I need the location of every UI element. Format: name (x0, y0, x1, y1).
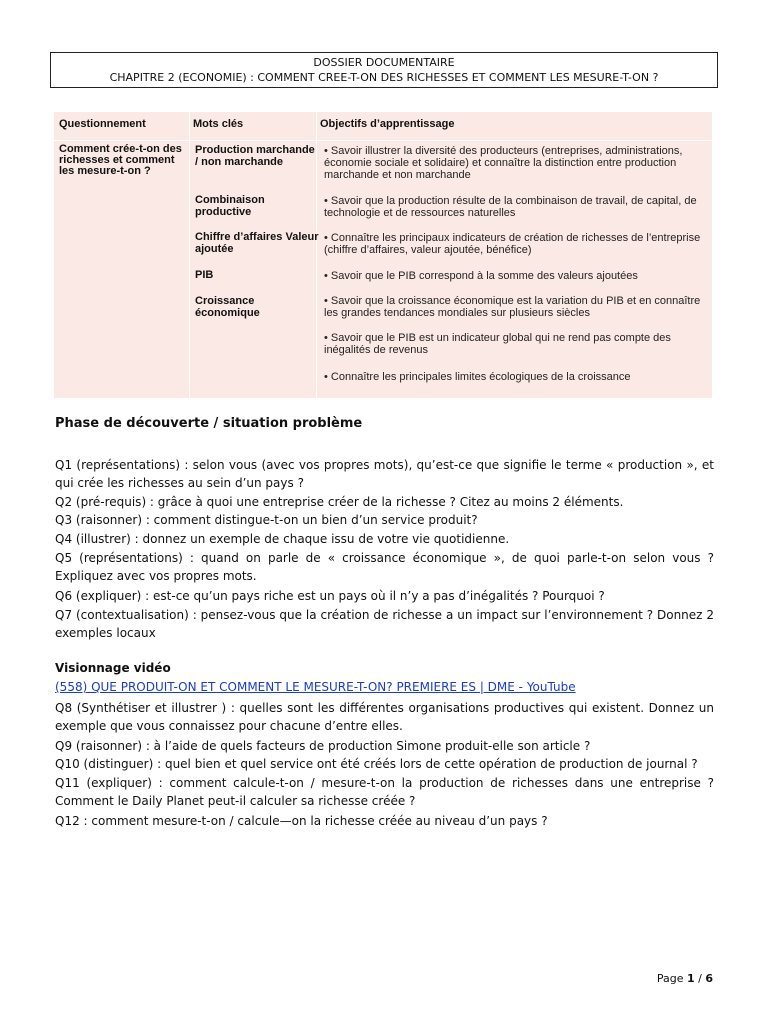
youtube-video-link[interactable]: (558) QUE PRODUIT-ON ET COMMENT LE MESURE-T-ON? PREMIERE ES | DME - YouTube (55, 680, 576, 694)
objective-item: • Savoir que le PIB correspond à la somme des valeurs ajoutées (324, 270, 638, 282)
objective-item: • Connaître les principaux indicateurs de création de richesses de l’entreprise (chiffre d’affaires, valeur ajoutée, bénéfice) (324, 232, 701, 256)
keyword-item: PIB (195, 269, 214, 281)
question-item: Q11 (expliquer) : comment calcule-t-on / mesure-t-on la production de richesses dans une entreprise ? Comment le Daily Planet peut-il calculer sa richesse créée ? (55, 776, 714, 808)
page-separator: / (698, 972, 702, 985)
video-section-title: Visionnage vidéo (55, 661, 171, 675)
table-header-divider (54, 140, 712, 141)
header-objectifs: Objectifs d’apprentissage (320, 118, 455, 130)
objective-item: • Savoir que la croissance économique est la variation du PIB et en connaître les grandes tendances mondiales sur plusieurs siècles (324, 295, 701, 319)
objective-item: • Savoir que le PIB est un indicateur global qui ne rend pas compte des inégalités de revenus (324, 332, 671, 356)
column-divider (189, 112, 190, 398)
header-questionnement: Questionnement (59, 118, 146, 130)
discovery-section-title: Phase de découverte / situation problème (55, 416, 363, 431)
page-current: 1 (686, 972, 695, 985)
keyword-item: Chiffre d’affaires Valeur ajoutée (195, 231, 319, 255)
page-number (657, 972, 713, 985)
question-item: Q3 (raisonner) : comment distingue-t-on un bien d’un service produit? (55, 513, 478, 527)
dossier-title: DOSSIER DOCUMENTAIRE (313, 56, 455, 69)
question-item: Q8 (Synthétiser et illustrer ) : quelles sont les différentes organisations productives qui existent. Donnez un exemple que vous connaissez pour chacune d’entre elles. (55, 701, 714, 733)
keyword-item: Combinaison productive (195, 194, 265, 218)
questionnement-cell: Comment crée-t-on des richesses et comment les mesure-t-on ? (59, 143, 182, 177)
question-item: Q10 (distinguer) : quel bien et quel service ont été créés lors de cette opération de production de journal ? (55, 757, 698, 771)
question-item: Q9 (raisonner) : à l’aide de quels facteurs de production Simone produit-elle son article ? (55, 739, 591, 753)
page-total: 6 (705, 972, 713, 985)
keyword-item: Croissance économique (195, 295, 260, 319)
objective-item: • Savoir que la production résulte de la combinaison de travail, de capital, de technologie et de ressources naturelles (324, 195, 697, 219)
question-item: Q4 (illustrer) : donnez un exemple de chaque issu de votre vie quotidienne. (55, 532, 510, 546)
question-item: Q6 (expliquer) : est-ce qu’un pays riche est un pays où il n’y a pas d’inégalités ? Pourquoi ? (55, 589, 605, 603)
question-item: Q12 : comment mesure-t-on / calcule—on la richesse créée au niveau d’un pays ? (55, 814, 548, 828)
page-label: Page (656, 972, 684, 985)
document-title-box (50, 52, 718, 88)
objective-item: • Connaître les principales limites écologiques de la croissance (324, 371, 631, 383)
question-item: Q5 (représentations) : quand on parle de « croissance économique », de quoi parle-t-on selon vous ? Expliquez avec vos propres mots. (55, 551, 714, 583)
header-mots-cles: Mots clés (193, 118, 244, 130)
objective-item: • Savoir illustrer la diversité des producteurs (entreprises, administrations, économie sociale et solidaire) et connaître la distinction entre production marchande et non marchande (324, 145, 683, 181)
question-item: Q7 (contextualisation) : pensez-vous que la création de richesse a un impact sur l’environnement ? Donnez 2 exemples locaux (55, 608, 714, 640)
question-item: Q1 (représentations) : selon vous (avec vos propres mots), qu’est-ce que signifie le terme « production », et qui crée les richesses au sein d’un pays ? (55, 458, 714, 490)
keyword-item: Production marchande / non marchande (195, 144, 315, 168)
chapter-title: CHAPITRE 2 (ECONOMIE) : COMMENT CREE-T-ON DES RICHESSES ET COMMENT LES MESURE-T-ON ? (109, 71, 659, 84)
question-item: Q2 (pré-requis) : grâce à quoi une entreprise créer de la richesse ? Citez au moins 2 éléments. (55, 495, 624, 509)
program-table (54, 112, 712, 398)
